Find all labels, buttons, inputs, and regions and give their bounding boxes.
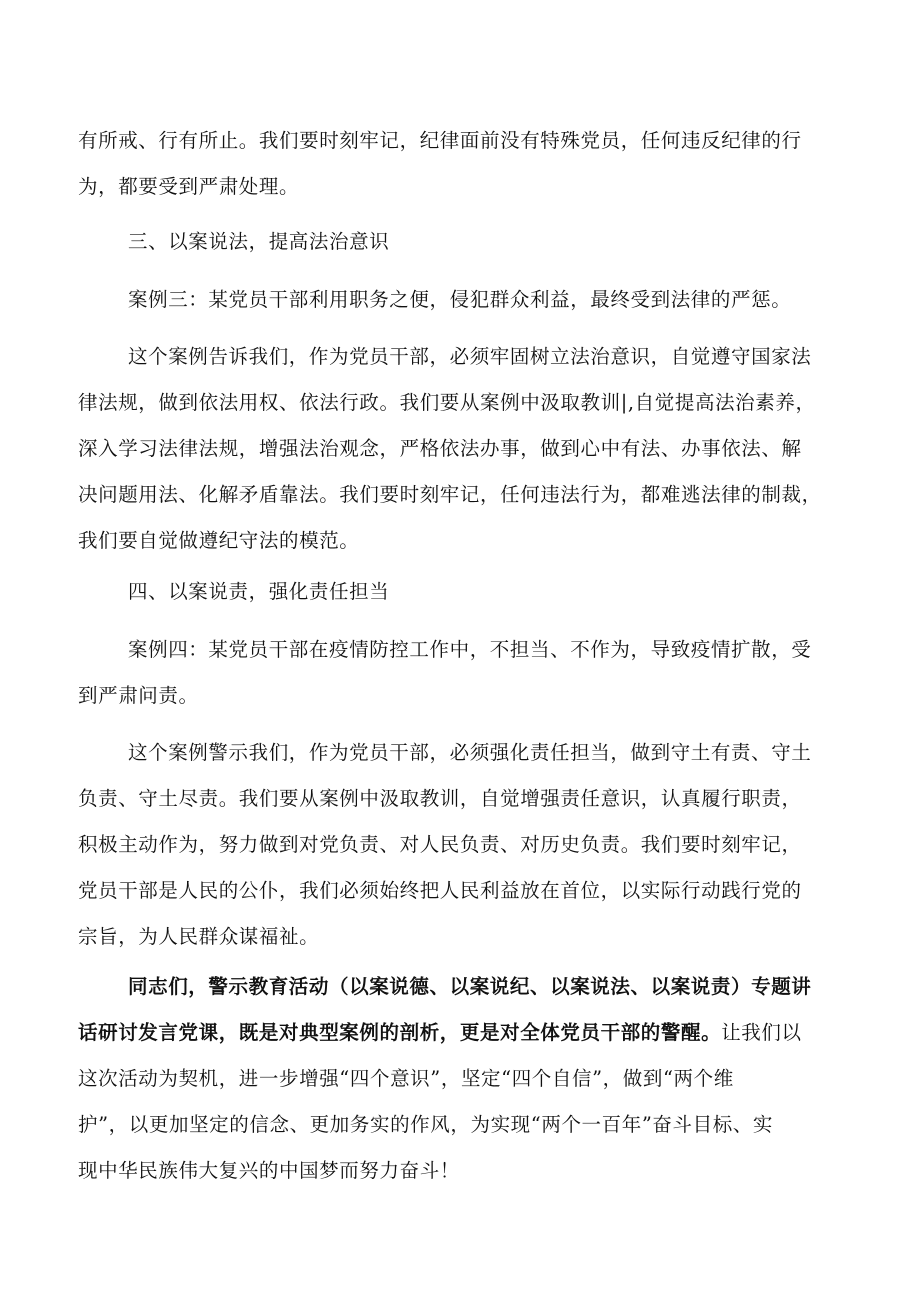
text-line: 这个案例警示我们，作为党员干部，必须强化责任担当，做到守土有责、守土: [128, 741, 812, 764]
text-line: 这次活动为契机，进一步增强“四个意识”，坚定“四个自信”，做到“两个维: [78, 1067, 734, 1090]
conclusion-paragraph: [78, 964, 840, 1194]
text-line: 现中华民族伟大复兴的中国梦而努力奋斗！: [78, 1159, 460, 1182]
text-line: 护”，以更加坚定的信念、更加务实的作风，为实现“两个一百年”奋斗目标、实: [78, 1113, 774, 1136]
text-line-mixed: [78, 1010, 840, 1056]
heading-text: 三、以案说法，提高法治意识: [128, 230, 390, 253]
analysis-paragraph-4: [78, 730, 840, 960]
section-heading-3: [78, 219, 840, 265]
text-line: 宗旨，为人民群众谋福祉。: [78, 925, 320, 948]
heading-text: 四、以案说责，强化责任担当: [128, 580, 390, 603]
text-line: 积极主动作为，努力做到对党负责、对人民负责、对历史负责。我们要时刻牢记，: [78, 833, 802, 856]
text-line: 案例四：某党员干部在疫情防控工作中，不担当、不作为，导致疫情扩散，受: [128, 638, 812, 661]
text-line: 深入学习法律法规，增强法治观念，严格依法办事，做到心中有法、办事依法、解: [78, 437, 802, 460]
text-line-bold: 同志们，警示教育活动（以案说德、以案说纪、以案说法、以案说责）专题讲: [128, 975, 812, 998]
bold-text: 话研讨发言党课，既是对典型案例的剖析，更是对全体党员干部的警醒。: [78, 1021, 722, 1044]
section-heading-4: [78, 569, 840, 615]
text-line: 到严肃问责。: [78, 684, 199, 707]
case-3-paragraph: [78, 277, 840, 323]
text-line: 有所戒、行有所止。我们要时刻牢记，纪律面前没有特殊党员，任何违反纪律的行: [78, 129, 802, 152]
text-line: 这个案例告诉我们，作为党员干部，必须牢固树立法治意识，自觉遵守国家法: [128, 345, 812, 368]
text-line: 决问题用法、化解矛盾靠法。我们要时刻牢记，任何违法行为，都难逃法律的制裁，: [78, 483, 822, 506]
text-line: 党员干部是人民的公仆，我们必须始终把人民利益放在首位，以实际行动践行党的: [78, 879, 802, 902]
text-line: 负责、守土尽责。我们要从案例中汲取教训，自觉增强责任意识，认真履行职责，: [78, 787, 802, 810]
text-line: 我们要自觉做遵纪守法的模范。: [78, 529, 360, 552]
text-line: 为，都要受到严肃处理。: [78, 175, 300, 198]
text-line: 律法规，做到依法用权、依法行政。我们要从案例中汲取教训|,自觉提高法治素养，: [78, 391, 816, 414]
case-4-paragraph: [78, 627, 840, 719]
regular-text: 让我们以: [721, 1021, 802, 1044]
text-line: 案例三：某党员干部利用职务之便，侵犯群众利益，最终受到法律的严惩。: [128, 288, 792, 311]
paragraph-continuation: [78, 118, 840, 210]
analysis-paragraph-3: [78, 334, 840, 564]
